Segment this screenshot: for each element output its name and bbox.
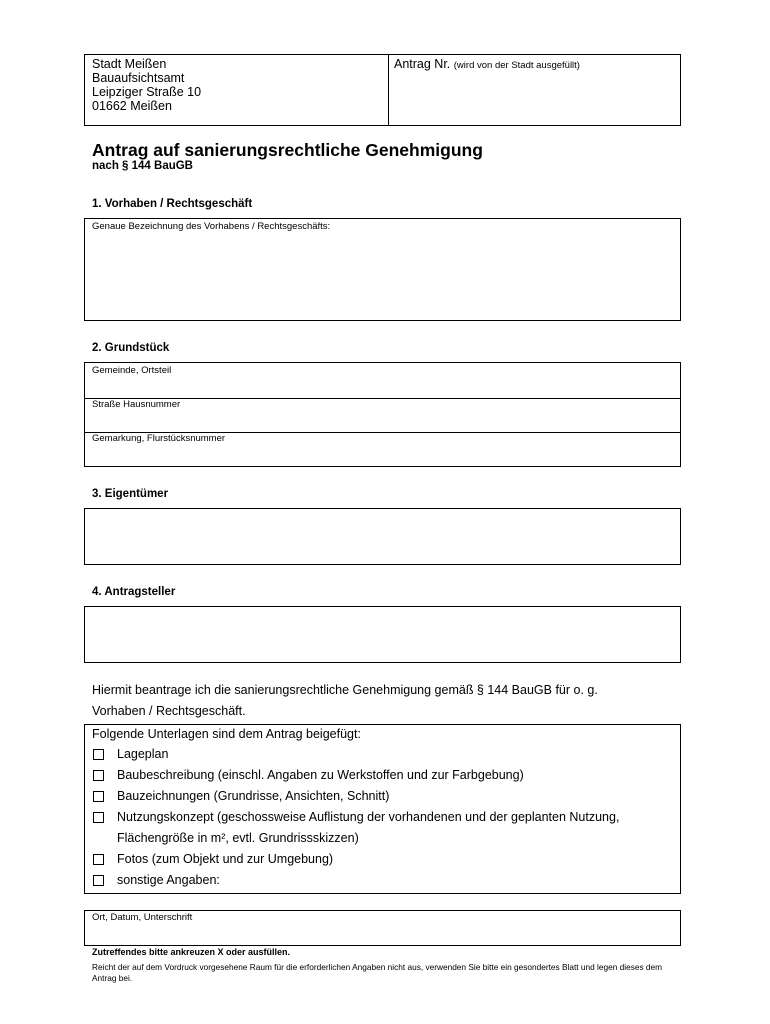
checkbox[interactable]: [93, 749, 104, 760]
gemeinde-label: Gemeinde, Ortsteil: [92, 365, 172, 376]
gemeinde-field[interactable]: [85, 363, 680, 398]
strasse-label: Straße Hausnummer: [92, 399, 181, 410]
checkbox[interactable]: [93, 812, 104, 823]
address-line: Bauaufsichtsamt: [92, 71, 185, 85]
statement-line: Hiermit beantrage ich die sanierungsrechtliche Genehmigung gemäß § 144 BauGB für o. g.: [92, 683, 598, 697]
instruction-note: Zutreffendes bitte ankreuzen X oder ausfüllen.: [92, 947, 291, 957]
address-line: Leipziger Straße 10: [92, 85, 202, 99]
form-title: Antrag auf sanierungsrechtliche Genehmigung: [92, 140, 483, 160]
address-line: Stadt Meißen: [92, 57, 167, 71]
attachment-label: Lageplan: [117, 747, 169, 761]
strasse-field[interactable]: [85, 399, 680, 432]
attachment-label: Bauzeichnungen (Grundrisse, Ansichten, Schnitt): [117, 789, 390, 803]
footnote: Reicht der auf dem Vordruck vorgesehene Raum für die erforderlichen Angaben nicht aus, verwenden Sie bitte ein gesondertes Blatt und legen dieses dem Antrag bei.: [92, 962, 663, 983]
statement-line: Vorhaben / Rechtsgeschäft.: [92, 704, 246, 718]
header-divider: [388, 55, 389, 125]
attachments-box: [84, 724, 681, 894]
signature-label: Ort, Datum, Unterschrift: [92, 912, 193, 923]
attachment-label: Flächengröße in m², evtl. Grundrissskizzen): [117, 831, 359, 845]
header-box: [84, 54, 681, 126]
authority-address: [92, 57, 201, 113]
antrag-nr-hint: (wird von der Stadt ausgefüllt): [453, 60, 580, 71]
vorhaben-label: Genaue Bezeichnung des Vorhabens / Rechtsgeschäfts:: [92, 221, 331, 232]
form-subtitle: nach § 144 BauGB: [92, 160, 193, 172]
section4-heading: 4. Antragsteller: [92, 586, 176, 598]
grundstueck-box: [84, 362, 681, 467]
attachments-title: Folgende Unterlagen sind dem Antrag beigefügt:: [92, 727, 361, 741]
attachment-label: sonstige Angaben:: [117, 873, 220, 887]
checkbox[interactable]: [93, 770, 104, 781]
section2-heading: 2. Grundstück: [92, 342, 170, 354]
attachment-label: Nutzungskonzept (geschossweise Auflistung der vorhandenen und der geplanten Nutzung,: [117, 810, 620, 824]
antrag-nr-label: Antrag Nr.: [394, 57, 451, 71]
checkbox[interactable]: [93, 854, 104, 865]
attachment-label: Baubeschreibung (einschl. Angaben zu Werkstoffen und zur Farbgebung): [117, 768, 524, 782]
gemarkung-label: Gemarkung, Flurstücksnummer: [92, 433, 226, 444]
application-statement: [92, 680, 598, 722]
checkbox[interactable]: [93, 875, 104, 886]
vorhaben-field[interactable]: [84, 218, 681, 321]
antragsteller-field[interactable]: [84, 606, 681, 663]
eigentuemer-field[interactable]: [84, 508, 681, 565]
gemarkung-field[interactable]: [85, 433, 680, 466]
checkbox[interactable]: [93, 791, 104, 802]
address-line: 01662 Meißen: [92, 99, 172, 113]
section1-heading: 1. Vorhaben / Rechtsgeschäft: [92, 198, 253, 210]
attachment-label: Fotos (zum Objekt und zur Umgebung): [117, 852, 334, 866]
section3-heading: 3. Eigentümer: [92, 488, 169, 500]
antrag-nr-field[interactable]: [394, 57, 580, 73]
signature-field[interactable]: [84, 910, 681, 946]
